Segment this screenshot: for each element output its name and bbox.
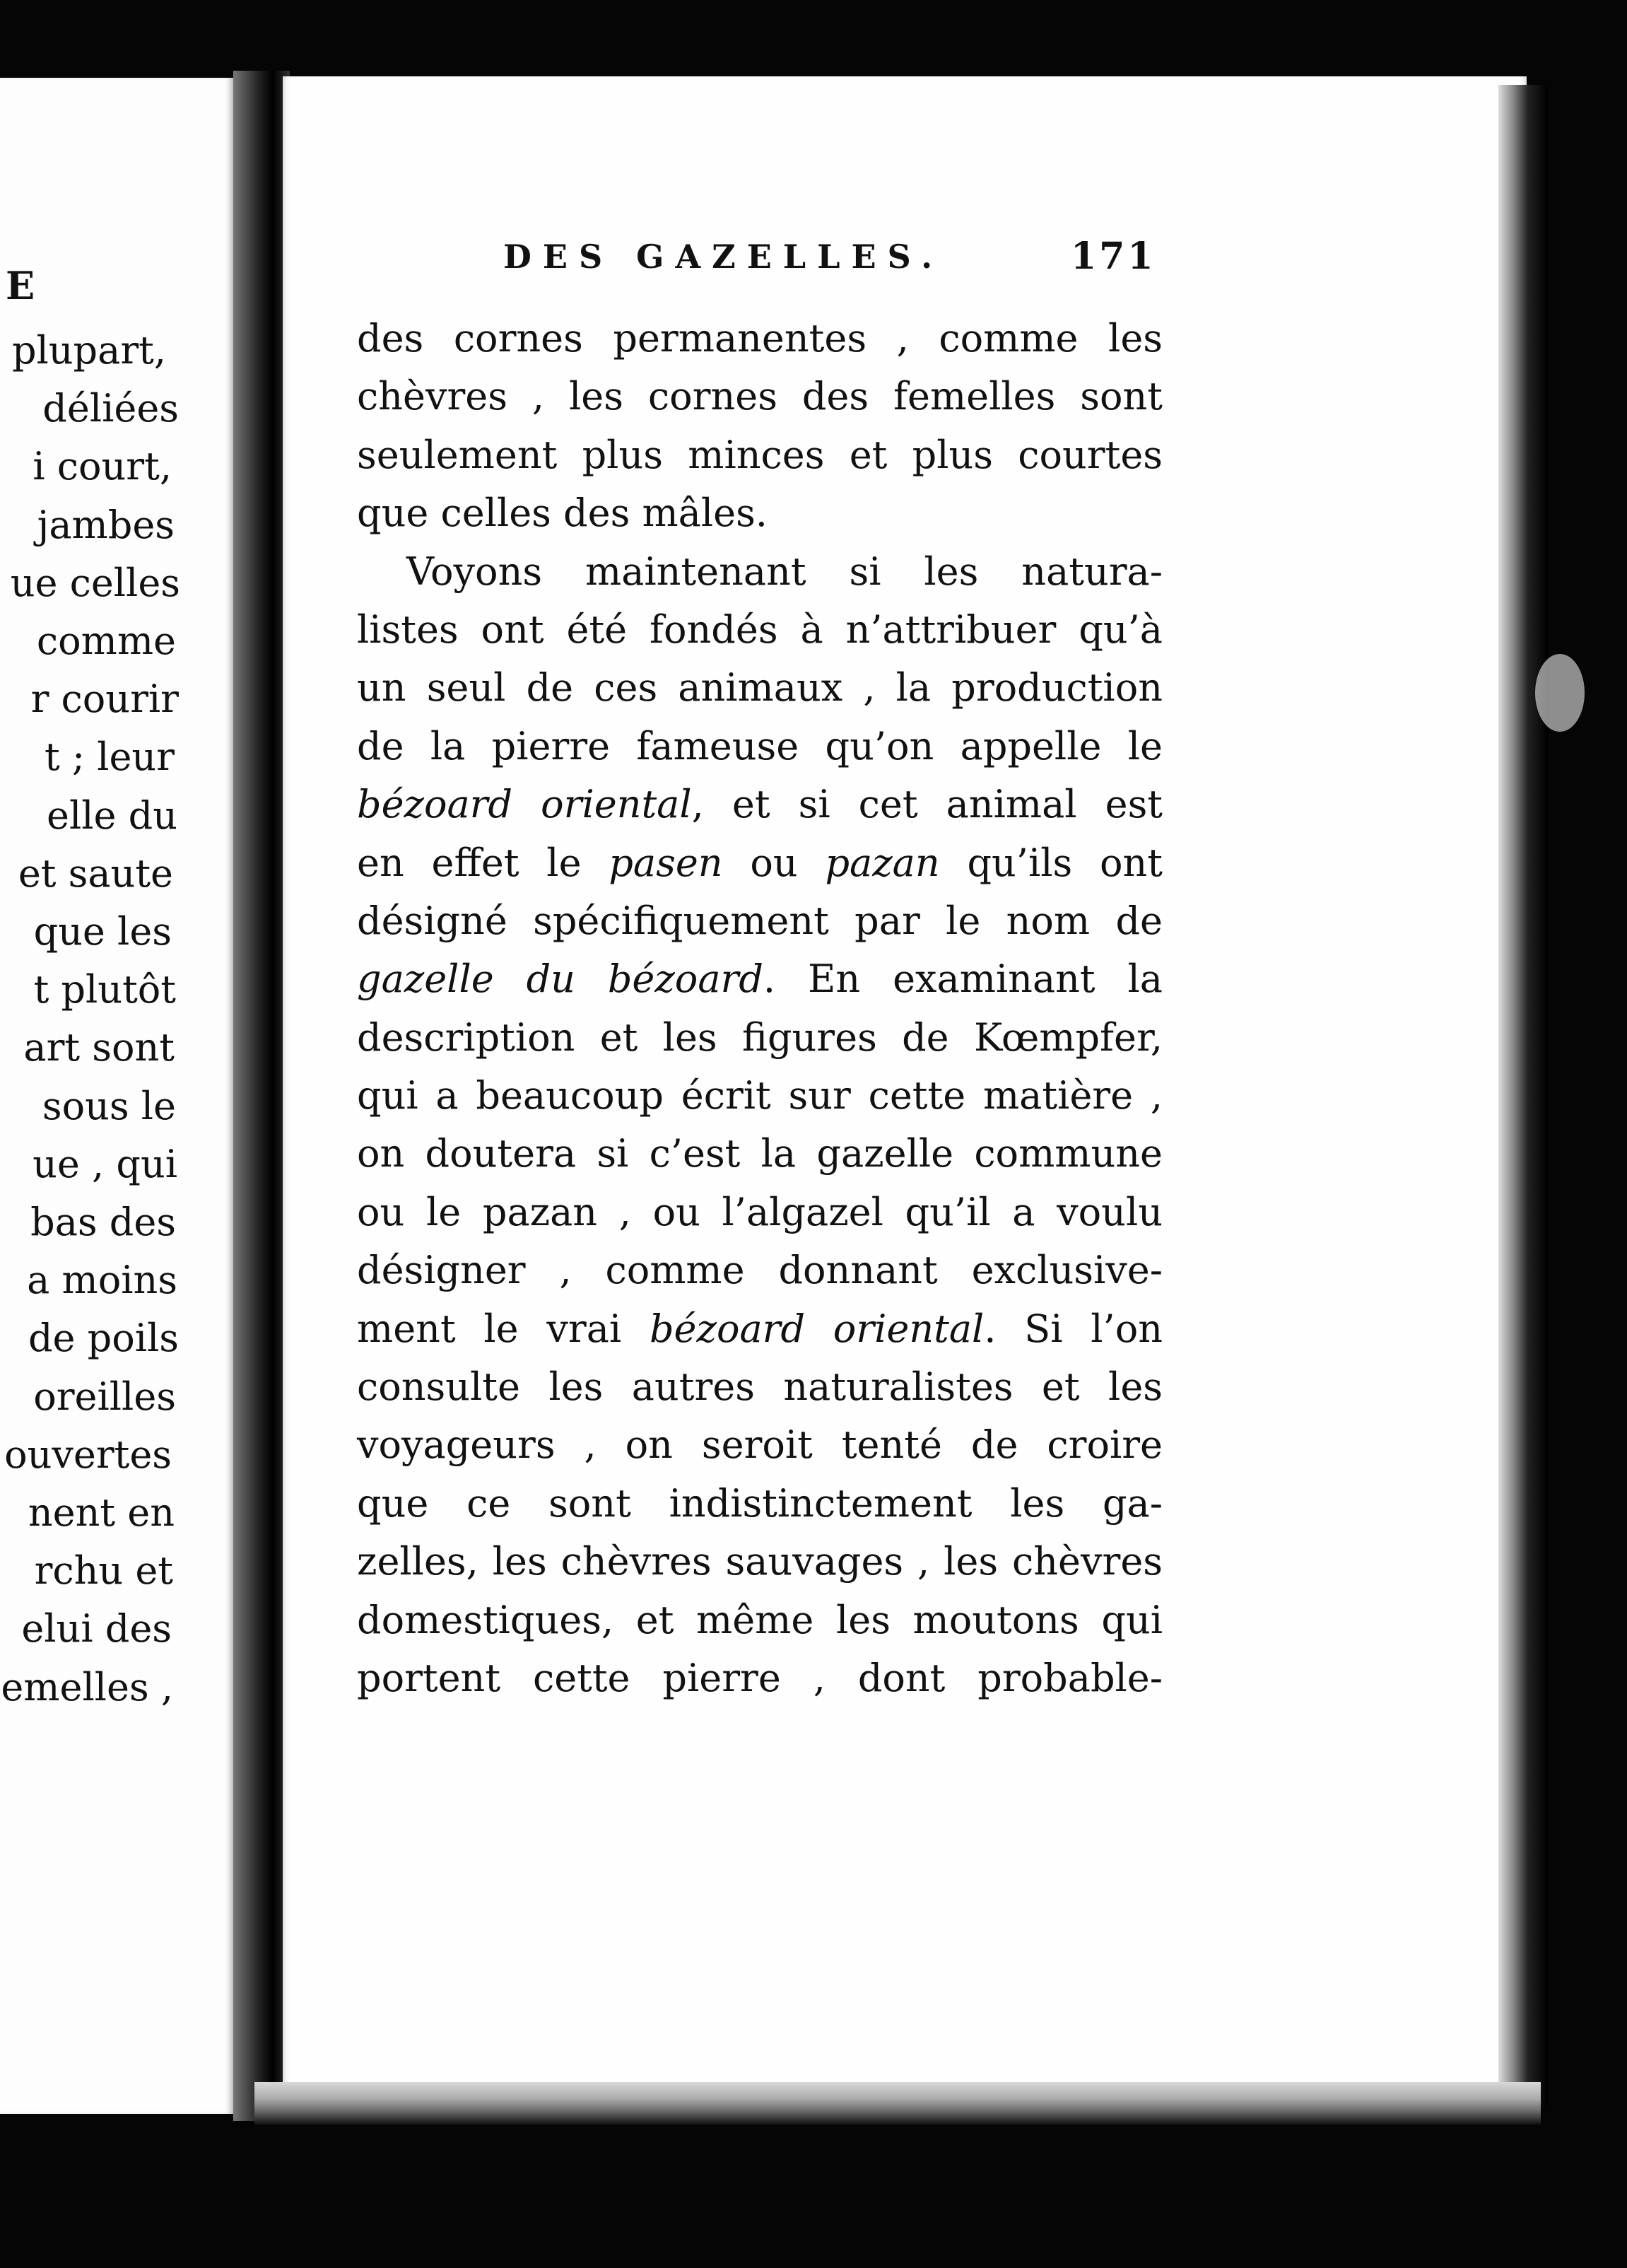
- text-line: que les: [33, 909, 172, 954]
- text-line: jambes: [37, 502, 175, 547]
- text-line: r courir: [30, 677, 179, 722]
- left-page: [0, 78, 240, 2114]
- text-line: portent cette pierre , dont probable-: [357, 1655, 1163, 1700]
- text-line: emelles ,: [1, 1664, 173, 1709]
- text-line: qui a beaucoup écrit sur cette matière ,: [357, 1073, 1163, 1118]
- text-line: sous le: [42, 1083, 176, 1128]
- text-line: i court,: [33, 444, 172, 489]
- italic-phrase: bézoard oriental: [357, 782, 692, 827]
- text-line: t plutôt: [33, 967, 176, 1012]
- text-line: a moins: [27, 1258, 177, 1303]
- left-page-text: [0, 322, 180, 1717]
- text-line: que celles des mâles.: [357, 491, 768, 536]
- page-fore-edge: [1498, 85, 1548, 2107]
- text-line: désigné spécifiquement par le nom de: [357, 898, 1163, 943]
- text-line: comme: [36, 619, 176, 664]
- page-number: 171: [1071, 235, 1156, 278]
- text-line-with-italic: bézoard oriental, et si cet animal est: [357, 782, 1163, 827]
- text-line: consulte les autres naturalistes et les: [357, 1364, 1163, 1410]
- text-line: art sont: [23, 1025, 175, 1070]
- text-line: elui des: [21, 1606, 172, 1652]
- italic-phrase: pazan: [825, 840, 940, 885]
- text-line-with-italic: ment le vrai bézoard oriental. Si l’on: [357, 1306, 1163, 1351]
- text-line: oreilles: [33, 1374, 176, 1419]
- text-line: ue , qui: [33, 1141, 177, 1186]
- text-line: que ce sont indistinctement les ga-: [357, 1480, 1163, 1526]
- italic-phrase: gazelle du bézoard: [357, 957, 763, 1002]
- paper-stain: [1535, 654, 1585, 732]
- text-line: plupart,: [11, 328, 166, 373]
- text-line: bas des: [30, 1200, 176, 1245]
- text-line: rchu et: [34, 1548, 173, 1594]
- page-bottom-edge: [254, 2082, 1541, 2124]
- text-line: et saute: [18, 850, 173, 896]
- text-line: zelles, les chèvres sauvages , les chèvres: [357, 1539, 1163, 1584]
- text-line: ouvertes: [4, 1432, 172, 1477]
- text-line: t ; leur: [44, 735, 175, 780]
- text-line: ou le pazan , ou l’algazel qu’il a voulu: [357, 1189, 1163, 1234]
- text-line: des cornes permanentes , comme les: [357, 316, 1163, 361]
- text-line: de poils: [28, 1316, 179, 1361]
- running-head: DES GAZELLES.: [503, 238, 944, 276]
- book-gutter: [233, 71, 290, 2121]
- text-line: domestiques, et même les moutons qui: [357, 1597, 1163, 1642]
- text-line: déliées: [42, 386, 179, 431]
- text-line: ue celles: [10, 560, 180, 605]
- text-line: nent en: [28, 1490, 175, 1536]
- left-page-running-head: E: [6, 263, 35, 308]
- text-line: chèvres , les cornes des femelles sont: [357, 374, 1163, 419]
- italic-phrase: pasen: [609, 840, 723, 885]
- text-line: un seul de ces animaux , la production: [357, 665, 1163, 711]
- text-line: on doutera si c’est la gazelle commune: [357, 1131, 1163, 1176]
- italic-phrase: bézoard oriental: [649, 1306, 985, 1351]
- text-line: seulement plus minces et plus courtes: [357, 432, 1163, 477]
- text-line-with-italic: en effet le pasen ou pazan qu’ils ont: [357, 840, 1163, 885]
- text-line-with-italic: gazelle du bézoard. En examinant la: [357, 957, 1163, 1002]
- page-body-text: [357, 310, 1163, 1707]
- text-line: voyageurs , on seroit tenté de croire: [357, 1422, 1163, 1468]
- paragraph-start-line: Voyons maintenant si les natura-: [406, 549, 1163, 594]
- text-line: de la pierre fameuse qu’on appelle le: [357, 723, 1163, 768]
- text-line: description et les figures de Kœmpfer,: [357, 1015, 1163, 1060]
- text-line: listes ont été fondés à n’attribuer qu’à: [357, 607, 1163, 652]
- text-line: elle du: [47, 793, 177, 838]
- text-line: désigner , comme donnant exclusive-: [357, 1248, 1163, 1293]
